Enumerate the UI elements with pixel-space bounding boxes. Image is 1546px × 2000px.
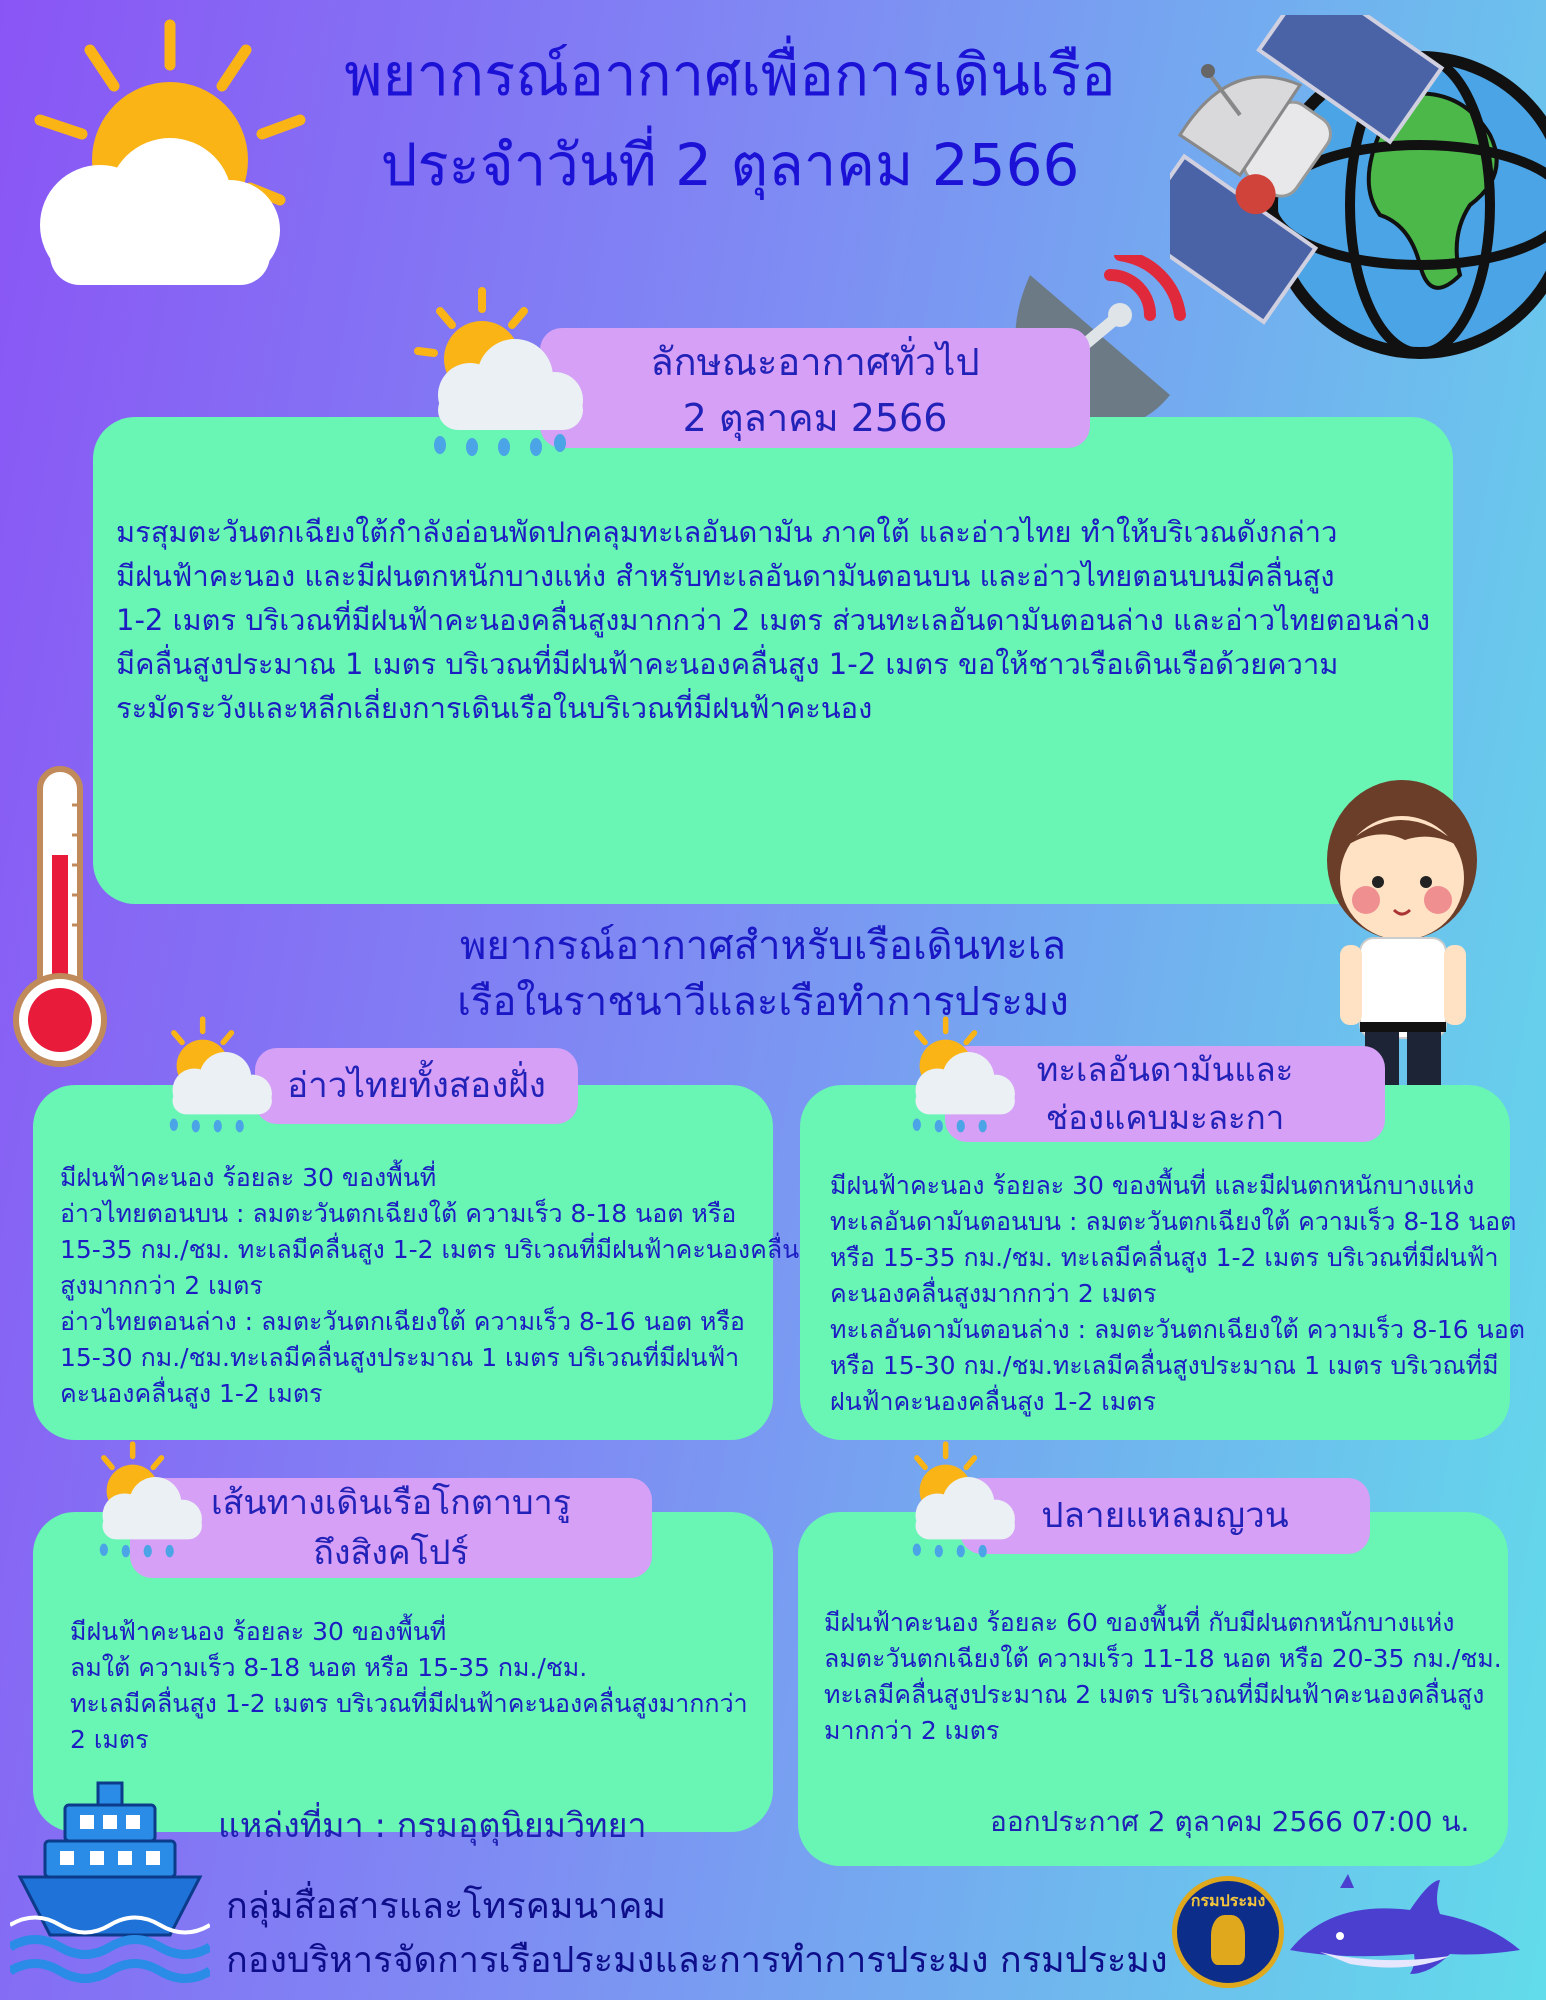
- sun-cloud-rain-icon: [893, 1015, 1023, 1135]
- general-line: 1-2 เมตร บริเวณที่มีฝนฟ้าคะนองคลื่นสูงมากกว่า 2 เมตร ส่วนทะเลอันดามันตอนล่าง และอ่าวไทยตอนล่าง: [116, 603, 1431, 637]
- andaman-line: คะนองคลื่นสูงมากกว่า 2 เมตร: [830, 1279, 1157, 1308]
- gulf-line: 15-35 กม./ชม. ทะเลมีคลื่นสูง 1-2 เมตร บริเวณที่มีฝนฟ้าคะนองคลื่น: [60, 1235, 800, 1264]
- capecamau-line: ลมตะวันตกเฉียงใต้ ความเร็ว 11-18 นอต หรือ 20-35 กม./ชม.: [824, 1644, 1502, 1673]
- andaman-heading-line-2: ช่องแคบมะละกา: [1045, 1098, 1285, 1137]
- capecamau-line: ทะเลมีคลื่นสูงประมาณ 2 เมตร บริเวณที่มีฝนฟ้าคะนองคลื่นสูง: [824, 1680, 1485, 1709]
- footer-line-2: กองบริหารจัดการเรือประมงและการทำการประมง กรมประมง: [226, 1940, 1168, 1981]
- route-line: ทะเลมีคลื่นสูง 1-2 เมตร บริเวณที่มีฝนฟ้าคะนองคลื่นสูงมากกว่า: [70, 1689, 748, 1718]
- forecast-section-heading: [363, 918, 1163, 1030]
- gulf-line: อ่าวไทยตอนบน : ลมตะวันตกเฉียงใต้ ความเร็ว 8-18 นอต หรือ: [60, 1199, 737, 1228]
- general-heading-line-2: 2 ตุลาคม 2566: [682, 396, 948, 440]
- gulf-line: มีฝนฟ้าคะนอง ร้อยละ 30 ของพื้นที่: [60, 1163, 437, 1192]
- andaman-line: ฝนฟ้าคะนองคลื่นสูง 1-2 เมตร: [830, 1387, 1156, 1416]
- thermometer-icon: [10, 765, 110, 1075]
- source-text: แหล่งที่มา : กรมอุตุนิยมวิทยา: [218, 1806, 647, 1846]
- issued-text: ออกประกาศ 2 ตุลาคม 2566 07:00 น.: [990, 1805, 1470, 1838]
- andaman-line: หรือ 15-30 กม./ชม.ทะเลมีคลื่นสูงประมาณ 1 เมตร บริเวณที่มี: [830, 1351, 1499, 1380]
- logo-text: กรมประมง: [1190, 1891, 1266, 1910]
- route-text: [70, 1614, 748, 1758]
- forecast-heading-line-1: พยากรณ์อากาศสำหรับเรือเดินทะเล: [460, 923, 1066, 969]
- title-line-1: พยากรณ์อากาศเพื่อการเดินเรือ: [344, 41, 1116, 109]
- gulf-heading: [255, 1048, 578, 1124]
- title-line-2: ประจำวันที่ 2 ตุลาคม 2566: [380, 131, 1080, 199]
- sun-cloud-rain-icon: [80, 1440, 210, 1560]
- page-title: [230, 30, 1230, 210]
- route-line: 2 เมตร: [70, 1725, 149, 1754]
- gulf-line: คะนองคลื่นสูง 1-2 เมตร: [60, 1379, 323, 1408]
- capecamau-line: มากกว่า 2 เมตร: [824, 1716, 1000, 1745]
- general-heading-line-1: ลักษณะอากาศทั่วไป: [650, 340, 980, 384]
- capecamau-heading-label: ปลายแหลมญวน: [1041, 1496, 1289, 1536]
- andaman-text: [830, 1168, 1525, 1420]
- route-line: มีฝนฟ้าคะนอง ร้อยละ 30 ของพื้นที่: [70, 1617, 447, 1646]
- andaman-line: ทะเลอันดามันตอนล่าง : ลมตะวันตกเฉียงใต้ ความเร็ว 8-16 นอต: [830, 1315, 1525, 1344]
- gulf-line: สูงมากกว่า 2 เมตร: [60, 1271, 263, 1300]
- route-heading-line-1: เส้นทางเดินเรือโกตาบารู: [211, 1483, 571, 1523]
- capecamau-text: [824, 1605, 1502, 1749]
- general-weather-heading: [540, 328, 1090, 448]
- route-line: ลมใต้ ความเร็ว 8-18 นอต หรือ 15-35 กม./ชม.: [70, 1653, 588, 1682]
- gulf-line: 15-30 กม./ชม.ทะเลมีคลื่นสูงประมาณ 1 เมตร บริเวณที่มีฝนฟ้า: [60, 1343, 740, 1372]
- andaman-line: หรือ 15-35 กม./ชม. ทะเลมีคลื่นสูง 1-2 เมตร บริเวณที่มีฝนฟ้า: [830, 1243, 1499, 1272]
- footer-line-1: กลุ่มสื่อสารและโทรคมนาคม: [226, 1886, 667, 1927]
- sun-cloud-rain-icon: [893, 1440, 1023, 1560]
- general-line: มรสุมตะวันตกเฉียงใต้กำลังอ่อนพัดปกคลุมทะเลอันดามัน ภาคใต้ และอ่าวไทย ทำให้บริเวณดังกล่าว: [116, 515, 1338, 549]
- gulf-heading-label: อ่าวไทยทั้งสองฝั่ง: [287, 1066, 546, 1106]
- andaman-line: มีฝนฟ้าคะนอง ร้อยละ 30 ของพื้นที่ และมีฝนตกหนักบางแห่ง: [830, 1171, 1475, 1200]
- andaman-heading-line-1: ทะเลอันดามันและ: [1036, 1050, 1294, 1089]
- general-weather-text: [116, 510, 1430, 730]
- forecast-heading-line-2: เรือในราชนาวีและเรือทำการประมง: [457, 979, 1069, 1025]
- general-line: มีคลื่นสูงประมาณ 1 เมตร บริเวณที่มีฝนฟ้าคะนองคลื่นสูง 1-2 เมตร ขอให้ชาวเรือเดินเรือด้วยความ: [116, 647, 1339, 681]
- sun-cloud-rain-icon: [150, 1015, 280, 1135]
- general-line: ระมัดระวังและหลีกเลี่ยงการเดินเรือในบริเวณที่มีฝนฟ้าคะนอง: [116, 691, 873, 725]
- footer: [226, 1880, 1168, 1988]
- route-heading-line-2: ถึงสิงคโปร์: [313, 1533, 469, 1573]
- gulf-line: อ่าวไทยตอนล่าง : ลมตะวันตกเฉียงใต้ ความเร็ว 8-16 นอต หรือ: [60, 1307, 745, 1336]
- gulf-text: [60, 1160, 799, 1412]
- orca-icon: [1280, 1870, 1546, 1995]
- ship-icon: [10, 1775, 210, 1985]
- andaman-line: ทะเลอันดามันตอนบน : ลมตะวันตกเฉียงใต้ ความเร็ว 8-18 นอต: [830, 1207, 1517, 1236]
- general-line: มีฝนฟ้าคะนอง และมีฝนตกหนักบางแห่ง สำหรับทะเลอันดามันตอนบน และอ่าวไทยตอนบนมีคลื่นสูง: [116, 559, 1335, 593]
- fisheries-logo: [1172, 1876, 1284, 1988]
- capecamau-line: มีฝนฟ้าคะนอง ร้อยละ 60 ของพื้นที่ กับมีฝนตกหนักบางแห่ง: [824, 1608, 1455, 1637]
- sun-cloud-rain-icon: [410, 285, 590, 460]
